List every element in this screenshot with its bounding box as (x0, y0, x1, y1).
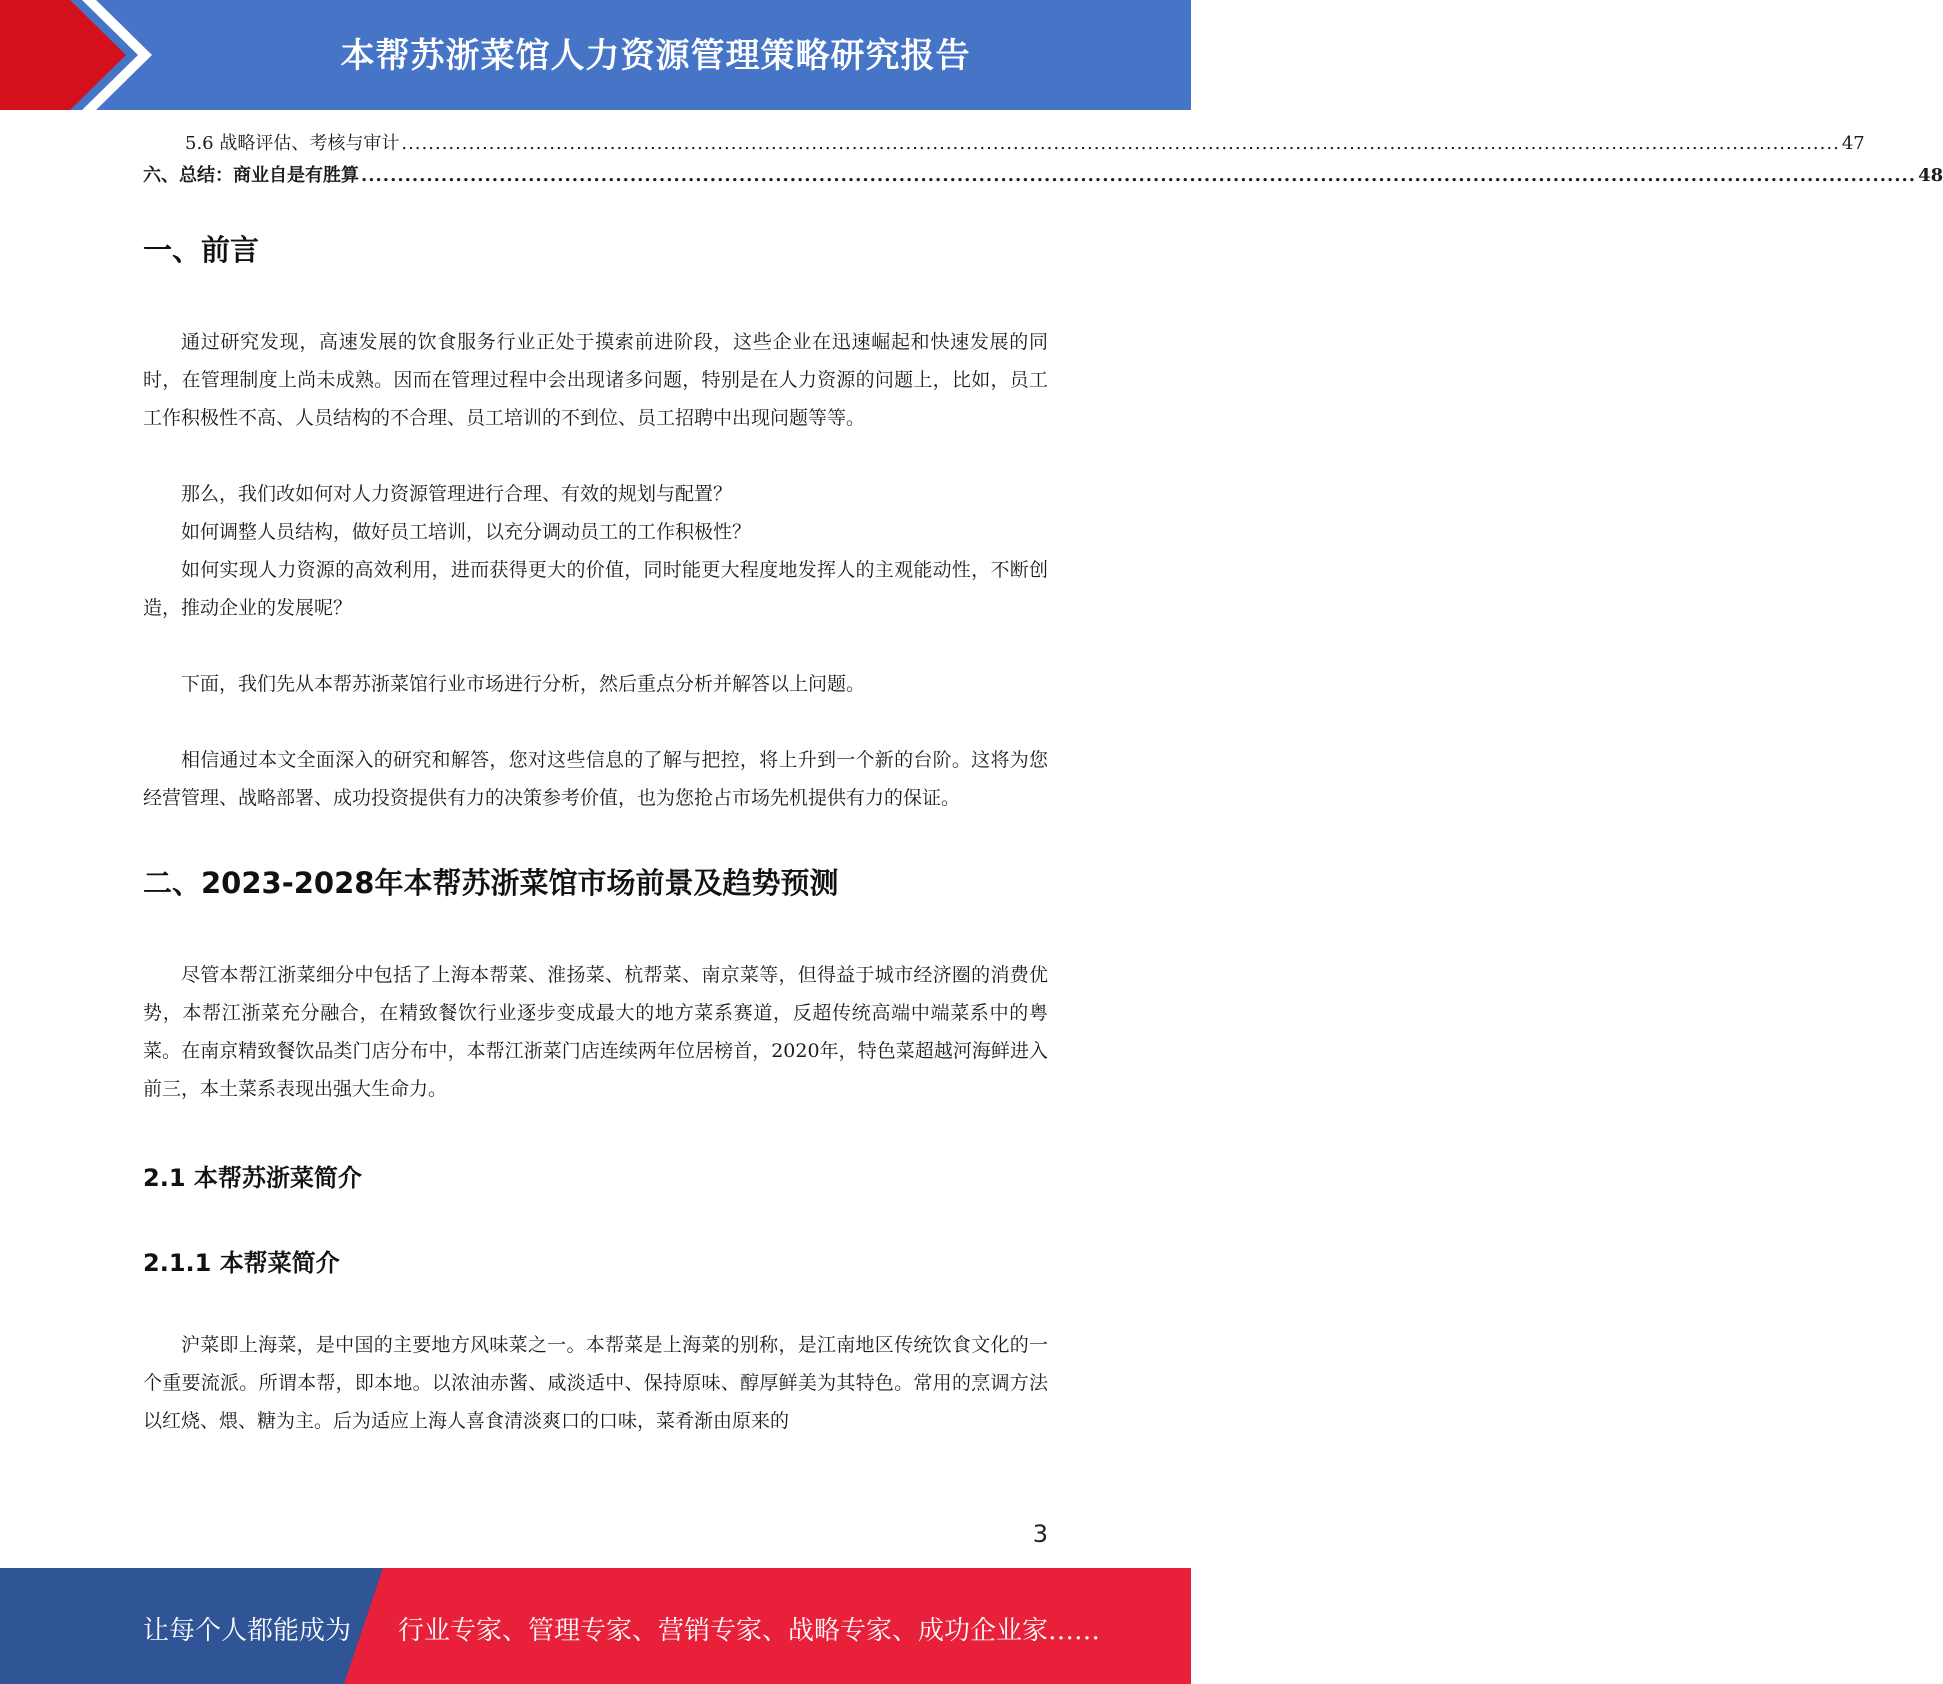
footer-slogan-left: 让每个人都能成为 (143, 1616, 352, 1646)
toc-entry-text: 六、总结：商业自是有胜算 (143, 165, 359, 186)
paragraph: 那么，我们改如何对人力资源管理进行合理、有效的规划与配置？ (181, 483, 733, 505)
subsubsection-heading: 2.1.1 本帮菜简介 (143, 1249, 340, 1277)
toc-entry-page: 47 (1841, 133, 1865, 154)
subsection-heading: 2.1 本帮苏浙菜简介 (143, 1164, 362, 1192)
section-heading-preface: 一、前言 (143, 233, 260, 267)
toc-entry[interactable] (143, 128, 1865, 160)
toc-entry[interactable] (143, 160, 1943, 192)
question-group (143, 475, 1048, 627)
paragraph: 相信通过本文全面深入的研究和解答，您对这些信息的了解与把控，将上升到一个新的台阶。这将为您经营管理、战略部署、成功投资提供有力的决策参考价值，也为您抢占市场先机提供有力的保证。 (143, 749, 1048, 809)
footer-slogan-right: 行业专家、管理专家、营销专家、战略专家、成功企业家…… (398, 1616, 1101, 1646)
report-title: 本帮苏浙菜馆人力资源管理策略研究报告 (340, 36, 971, 76)
paragraph: 沪菜即上海菜，是中国的主要地方风味菜之一。本帮菜是上海菜的别称，是江南地区传统饮食文化的一个重要流派。所谓本帮，即本地。以浓油赤酱、咸淡适中、保持原味、醇厚鲜美为其特色。常用的烹调方法以红烧、煨、糖为主。后为适应上海人喜食清淡爽口的口味，菜肴渐由原来的 (143, 1334, 1048, 1432)
toc-entry-page: 48 (1918, 165, 1943, 186)
page-content (143, 128, 1943, 1440)
report-header (0, 0, 1191, 110)
paragraph: 通过研究发现，高速发展的饮食服务行业正处于摸索前进阶段，这些企业在迅速崛起和快速发展的同时，在管理制度上尚未成熟。因而在管理过程中会出现诸多问题，特别是在人力资源的问题上，比如，员工工作积极性不高、人员结构的不合理、员工培训的不到位、员工招聘中出现问题等等。 (143, 331, 1048, 429)
table-of-contents (143, 128, 1943, 192)
paragraph: 尽管本帮江浙菜细分中包括了上海本帮菜、淮扬菜、杭帮菜、南京菜等，但得益于城市经济圈的消费优势，本帮江浙菜充分融合，在精致餐饮行业逐步变成最大的地方菜系赛道，反超传统高端中端菜系中的粤菜。在南京精致餐饮品类门店分布中，本帮江浙菜门店连续两年位居榜首，2020年，特色菜超越河海鲜进入前三，本土菜系表现出强大生命力。 (143, 964, 1048, 1100)
section-heading-forecast: 二、2023-2028年本帮苏浙菜馆市场前景及趋势预测 (143, 866, 839, 900)
report-footer (0, 1568, 1191, 1684)
toc-leader-dots: ...................................................................................................................................................................................................................... (401, 133, 1840, 154)
paragraph: 如何调整人员结构，做好员工培训，以充分调动员工的工作积极性？ (181, 521, 752, 543)
toc-leader-dots: ...................................................................................................................................................................................................................... (361, 165, 1917, 186)
toc-entry-text: 5.6 战略评估、考核与审计 (185, 133, 400, 154)
red-arrow-decoration (0, 0, 170, 110)
paragraph: 下面，我们先从本帮苏浙菜馆行业市场进行分析，然后重点分析并解答以上问题。 (181, 673, 866, 695)
page-number: 3 (1032, 1520, 1048, 1548)
paragraph: 如何实现人力资源的高效利用，进而获得更大的价值，同时能更大程度地发挥人的主观能动性，不断创造，推动企业的发展呢？ (143, 559, 1048, 619)
